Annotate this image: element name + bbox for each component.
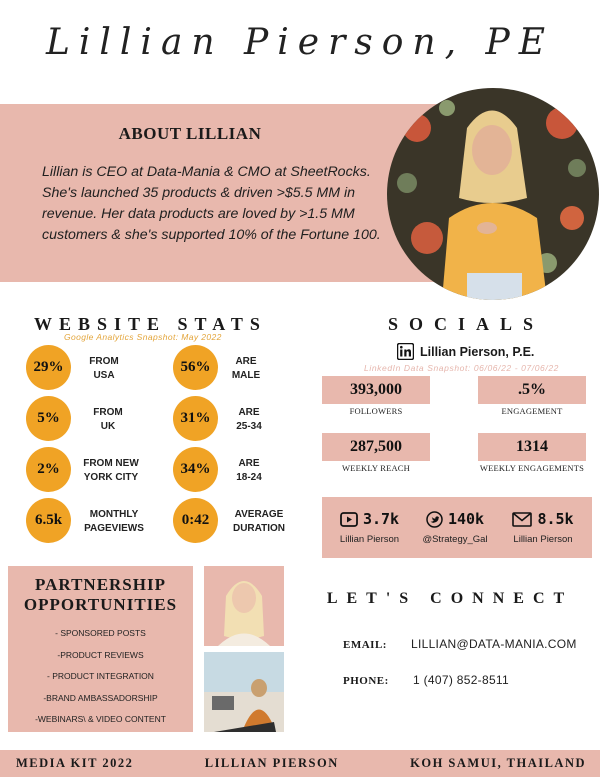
youtube-name: Lillian Pierson [339, 534, 400, 545]
stat-label-line: PAGEVIEWS [84, 522, 144, 534]
linkedin-name: Lillian Pierson, P.E. [420, 344, 535, 359]
page-title: Lillian Pierson, PE [45, 22, 555, 63]
profile-photo [387, 88, 599, 300]
stat-label [64, 355, 144, 382]
twitter-icon [426, 511, 443, 528]
partnership-list [8, 623, 193, 731]
stat-value: 5% [26, 396, 71, 441]
stat-label [71, 457, 151, 484]
partnership-heading-line: OPPORTUNITIES [23, 595, 178, 614]
youtube-icon [340, 512, 358, 527]
metric-value: 287,500 [322, 433, 430, 461]
stat-label [219, 508, 299, 535]
list-item: - PRODUCT INTEGRATION [47, 671, 154, 681]
stat-value: 0:42 [173, 498, 218, 543]
metric-value: .5% [478, 376, 586, 404]
twitter-handle: @Strategy_Gal [422, 534, 488, 545]
stat-label-line: ARE [235, 356, 257, 367]
workspace-photo [204, 652, 284, 732]
stat-label-line: FROM [93, 407, 123, 418]
about-body: Lillian is CEO at Data-Mania & CMO at SheetRocks. She's launched 35 products & driven >$5.5 MM in revenue. Her data products are loved by >1.5 MM customers & she's supported 10% of the Fortune 100. [42, 164, 381, 243]
stat-label-line: MONTHLY [89, 509, 139, 520]
footer-center: LILLIAN PIERSON [204, 756, 339, 770]
stat-value: 34% [173, 447, 218, 492]
stat-label [209, 406, 289, 433]
twitter-channel[interactable] [415, 510, 495, 545]
socials-subtitle: LinkedIn Data Snapshot: 06/06/22 - 07/06/22 [364, 363, 559, 373]
stat-label-line: UK [100, 420, 116, 432]
stat-label-line: FROM [89, 356, 119, 367]
metric-label: WEEKLY REACH [341, 463, 411, 473]
linkedin-icon [397, 343, 414, 360]
stat-value: 31% [173, 396, 218, 441]
socials-heading: SOCIALS [388, 314, 545, 334]
email-count: 8.5k [537, 510, 574, 528]
stat-label-line: USA [93, 369, 115, 381]
about-heading: ABOUT LILLIAN [118, 124, 262, 143]
partnership-heading [8, 575, 193, 615]
stat-label-line: ARE [238, 407, 260, 418]
list-item: -WEBINARS\ & VIDEO CONTENT [35, 714, 166, 724]
stat-label-line: YORK CITY [83, 471, 139, 483]
twitter-count: 140k [447, 510, 485, 528]
stat-label-line: DURATION [232, 522, 286, 534]
stat-label-line: ARE [238, 458, 260, 469]
connect-heading: LET'S CONNECT [326, 590, 574, 607]
email-list[interactable] [504, 510, 582, 545]
stat-label [68, 406, 148, 433]
metric-value: 393,000 [322, 376, 430, 404]
website-stats-heading: WEBSITE STATS [34, 314, 267, 334]
youtube-count: 3.7k [362, 510, 400, 528]
youtube-channel[interactable] [332, 510, 407, 545]
metric-label: ENGAGEMENT [501, 406, 563, 416]
portrait-photo [204, 566, 284, 646]
metric-label: WEEKLY ENGAGEMENTS [479, 463, 585, 473]
stat-value: 6.5k [26, 498, 71, 543]
stat-label [74, 508, 154, 535]
stat-label-line: 18-24 [236, 471, 262, 483]
stat-value: 29% [26, 345, 71, 390]
stat-label [209, 457, 289, 484]
footer-right: KOH SAMUI, THAILAND [410, 756, 586, 770]
stat-value: 56% [173, 345, 218, 390]
email-name: Lillian Pierson [513, 534, 573, 545]
email-link[interactable]: LILLIAN@DATA-MANIA.COM [411, 637, 577, 651]
metric-value: 1314 [478, 433, 586, 461]
stat-label-line: 25-34 [236, 420, 262, 432]
footer-left: MEDIA KIT 2022 [16, 756, 134, 770]
linkedin-profile[interactable] [397, 343, 534, 360]
website-stats-subtitle: Google Analytics Snapshot: May 2022 [64, 332, 222, 342]
phone-label: PHONE: [343, 675, 389, 687]
list-item: -PRODUCT REVIEWS [57, 649, 144, 660]
metric-label: FOLLOWERS [349, 406, 403, 416]
list-item: -BRAND AMBASSADORSHIP [43, 692, 158, 703]
footer [0, 750, 600, 777]
stat-value: 2% [26, 447, 71, 492]
stat-label-line: FROM NEW [83, 458, 139, 469]
stat-label-line: MALE [231, 369, 261, 381]
stat-label-line: AVERAGE [234, 509, 284, 520]
phone-link[interactable]: 1 (407) 852-8511 [413, 673, 509, 687]
email-icon [512, 512, 532, 527]
email-label: EMAIL: [343, 639, 387, 651]
list-item: - SPONSORED POSTS [55, 628, 146, 638]
stat-label [206, 355, 286, 382]
partnership-heading-line: PARTNERSHIP [35, 575, 166, 594]
